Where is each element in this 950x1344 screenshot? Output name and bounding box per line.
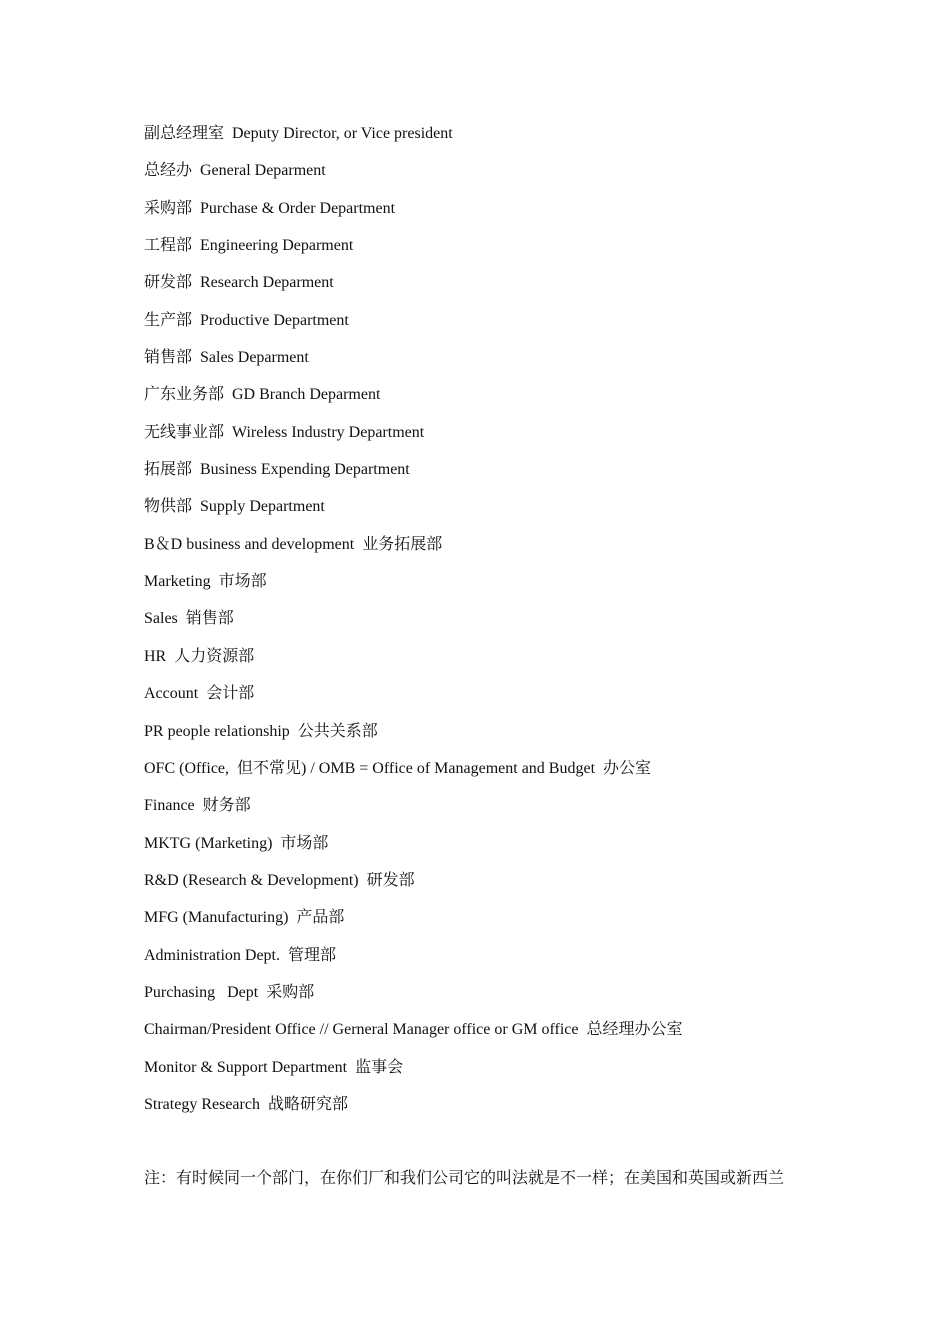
department-entry: 生产部 Productive Department: [144, 311, 349, 329]
department-entry: 广东业务部 GD Branch Deparment: [144, 386, 381, 404]
department-entry: Marketing 市场部: [144, 573, 267, 591]
department-entry: Administration Dept. 管理部: [144, 946, 336, 964]
department-entry: 采购部 Purchase & Order Department: [144, 199, 396, 217]
department-entry: Finance 财务部: [144, 797, 251, 815]
department-entry: Sales 销售部: [144, 610, 234, 628]
department-entry: 物供部 Supply Department: [144, 498, 325, 516]
department-entry: 拓展部 Business Expending Department: [144, 461, 410, 479]
department-entry: B＆D business and development 业务拓展部: [144, 535, 443, 553]
department-entry: OFC (Office, 但不常见) / OMB = Office of Management and Budget 办公室: [144, 759, 652, 777]
note-paragraph: 注：有时候同一个部门，在你们厂和我们公司它的叫法就是不一样；在美国和英国或新西兰: [144, 1170, 785, 1187]
department-entry: 研发部 Research Deparment: [144, 274, 334, 292]
department-entry: 工程部 Engineering Deparment: [144, 237, 354, 255]
department-entry: Purchasing Dept 采购部: [144, 983, 315, 1001]
department-entry: HR 人力资源部: [144, 647, 255, 665]
department-entry: 副总经理室 Deputy Director, or Vice president: [144, 125, 453, 142]
department-list: [144, 122, 824, 1130]
department-entry: Account 会计部: [144, 685, 255, 703]
department-entry: 无线事业部 Wireless Industry Department: [144, 423, 425, 441]
department-entry: Monitor & Support Department 监事会: [144, 1058, 404, 1076]
department-entry: Strategy Research 战略研究部: [144, 1095, 348, 1113]
department-entry: MFG (Manufacturing) 产品部: [144, 909, 345, 927]
department-entry: 销售部 Sales Deparment: [144, 349, 309, 367]
department-entry: PR people relationship 公共关系部: [144, 722, 378, 740]
department-entry: 总经办 General Deparment: [144, 162, 326, 180]
department-entry: R&D (Research & Development) 研发部: [144, 871, 415, 889]
department-entry: Chairman/President Office // Gerneral Manager office or GM office 总经理办公室: [144, 1021, 683, 1039]
department-entry: MKTG (Marketing) 市场部: [144, 834, 329, 852]
